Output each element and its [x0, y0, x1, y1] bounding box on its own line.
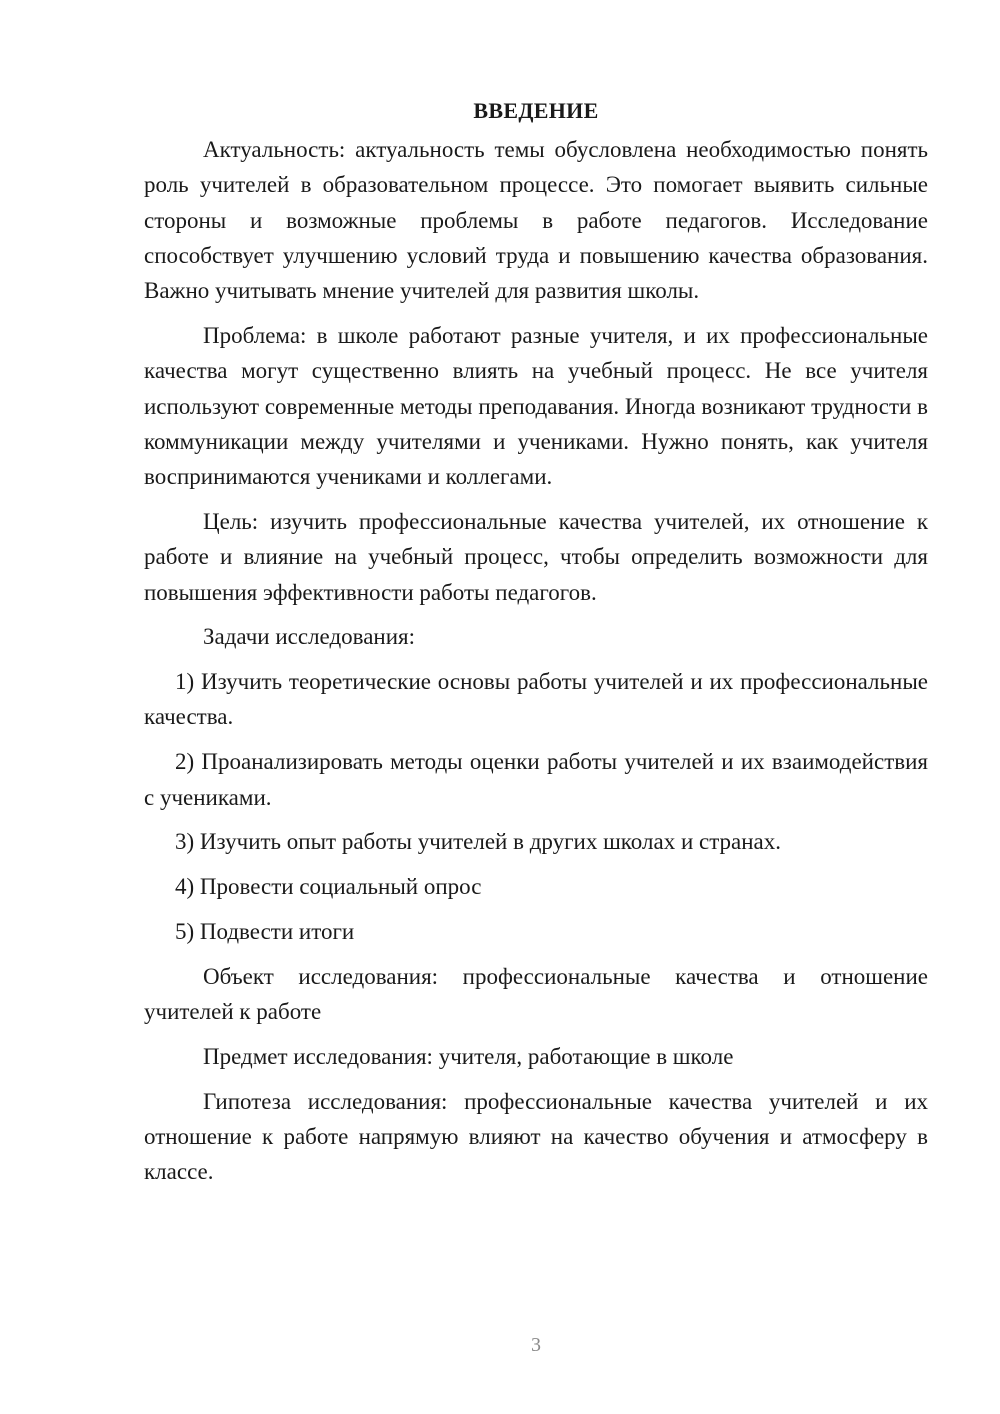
paragraph-hypothesis: Гипотеза исследования: профессиональные качества учителей и их отношение к работе напрямую влияют на качество обучения и атмосферу в классе. — [144, 1088, 928, 1185]
paragraph-relevance: Актуальность: актуальность темы обусловлена необходимостью понять роль учителей в образовательном процессе. Это помогает выявить сильные стороны и возможные проблемы в работе педагогов. Исследование способствует улучшению условий труда и повышению качества образования. Важно учитывать мнение учителей для развития школы. — [144, 137, 928, 304]
task-item-1: 1) Изучить теоретические основы работы учителей и их профессиональные качества. — [144, 669, 928, 730]
page-title: ВВЕДЕНИЕ — [473, 98, 599, 123]
task-item-4: 4) Провести социальный опрос — [175, 874, 482, 900]
paragraph-object: Объект исследования: профессиональные качества и отношение учителей к работе — [144, 963, 928, 1025]
tasks-heading: Задачи исследования: — [203, 624, 416, 650]
task-item-5: 5) Подвести итоги — [175, 918, 355, 944]
paragraph-subject: Предмет исследования: учителя, работающие в школе — [203, 1043, 734, 1069]
task-item-2: 2) Проанализировать методы оценки работы учителей и их взаимодействия с учениками. — [144, 749, 928, 810]
page-number: 3 — [531, 1334, 541, 1356]
paragraph-goal: Цель: изучить профессиональные качества учителей, их отношение к работе и влияние на учебный процесс, чтобы определить возможности для повышения эффективности работы педагогов. — [144, 508, 928, 605]
task-item-3: 3) Изучить опыт работы учителей в других школах и странах. — [175, 829, 782, 855]
paragraph-problem: Проблема: в школе работают разные учителя, и их профессиональные качества могут существенно влиять на учебный процесс. Не все учителя используют современные методы преподавания. Иногда возникают трудности в коммуникации между учителями и учениками. Нужно понять, как учителя воспринимаются учениками и коллегами. — [144, 322, 928, 490]
page-body — [144, 93, 928, 1199]
